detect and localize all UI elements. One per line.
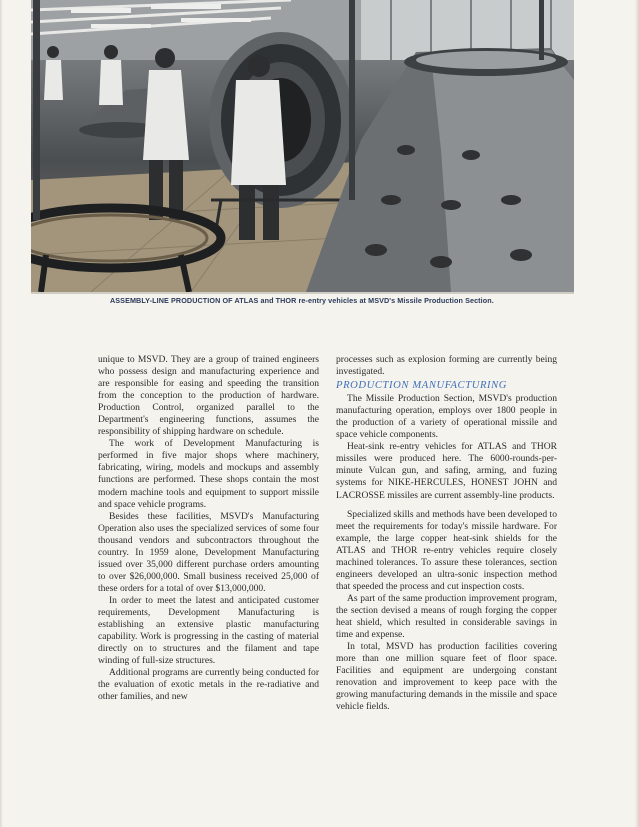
- right-paragraph-6: In total, MSVD has production facilities covering more than one million square feet of floor space. Facilities and equipment are undergoing constant renovation and improvement to keep pace with the growing manufacturing demands in the missile and space vehicle fields.: [336, 641, 557, 713]
- page-edge: [635, 0, 639, 827]
- right-paragraph-1: processes such as explosion forming are currently being investigated.: [336, 354, 557, 378]
- right-paragraph-2: The Missile Production Section, MSVD's production manufacturing operation, employs over 1800 people in the production of a variety of operational missile and space vehicle components.: [336, 393, 557, 441]
- assembly-line-photo: [31, 0, 574, 292]
- photo-illustration: [31, 0, 574, 292]
- right-paragraph-4: Specialized skills and methods have been developed to meet the requirements for today's missile hardware. For example, the large copper heat-sink shields for the ATLAS and THOR re-entry vehicles require closely machined tolerances. To assure these tolerances, section engineers developed an ultra-sonic inspection method that speeded the process and cut inspection costs.: [336, 508, 557, 592]
- page-gutter: [0, 0, 3, 827]
- left-paragraph-2: The work of Development Manufacturing is performed in five major shops where machinery, fabricating, wiring, models and mockups and assembly functions are performed. These shops contain the most modern machine tools and equipment to support missile and space vehicle programs.: [98, 438, 319, 510]
- left-paragraph-5: Additional programs are currently being conducted for the evaluation of exotic metals in the re-radiative and other families, and new: [98, 667, 319, 703]
- right-column: [336, 354, 557, 713]
- photo-border: [31, 292, 574, 294]
- left-paragraph-1: unique to MSVD. They are a group of trained engineers who possess design and manufacturing experience and are responsible for easing and speeding the transition from the conception to the production of hardware. Production Control, organized parallel to the Department's engineering functions, assumes the responsibility of shipping hardware on schedule.: [98, 354, 319, 438]
- left-column: [98, 354, 319, 703]
- left-paragraph-3: Besides these facilities, MSVD's Manufacturing Operation also uses the specialized services of some four thousand vendors and subcontractors throughout the country. In 1959 alone, Development Manufacturing issued over 35,000 different purchase orders amounting to over $26,000,000. Small business received 25,000 of these orders for a total of over $13,000,000.: [98, 510, 319, 594]
- right-paragraph-3: Heat-sink re-entry vehicles for ATLAS and THOR missiles were produced here. The 6000-rounds-per-minute Vulcan gun, and safing, arming, and fuzing systems for NIKE-HERCULES, HONEST JOHN and LACROSSE missiles are current assembly-line products.: [336, 441, 557, 501]
- right-paragraph-5: As part of the same production improvement program, the section devised a means of rough forging the copper heat shield, which resulted in considerable savings in time and expense.: [336, 592, 557, 641]
- section-heading: PRODUCTION MANUFACTURING: [336, 380, 508, 392]
- photo-caption: ASSEMBLY-LINE PRODUCTION OF ATLAS and THOR re-entry vehicles at MSVD's Missile Production Section.: [110, 296, 494, 305]
- left-paragraph-4: In order to meet the latest and anticipated customer requirements, Development Manufacturing is establishing an extensive plastic manufacturing capability. Work is progressing in the casting of material directly on to structures and the filament and tape winding of full-size structures.: [98, 594, 319, 667]
